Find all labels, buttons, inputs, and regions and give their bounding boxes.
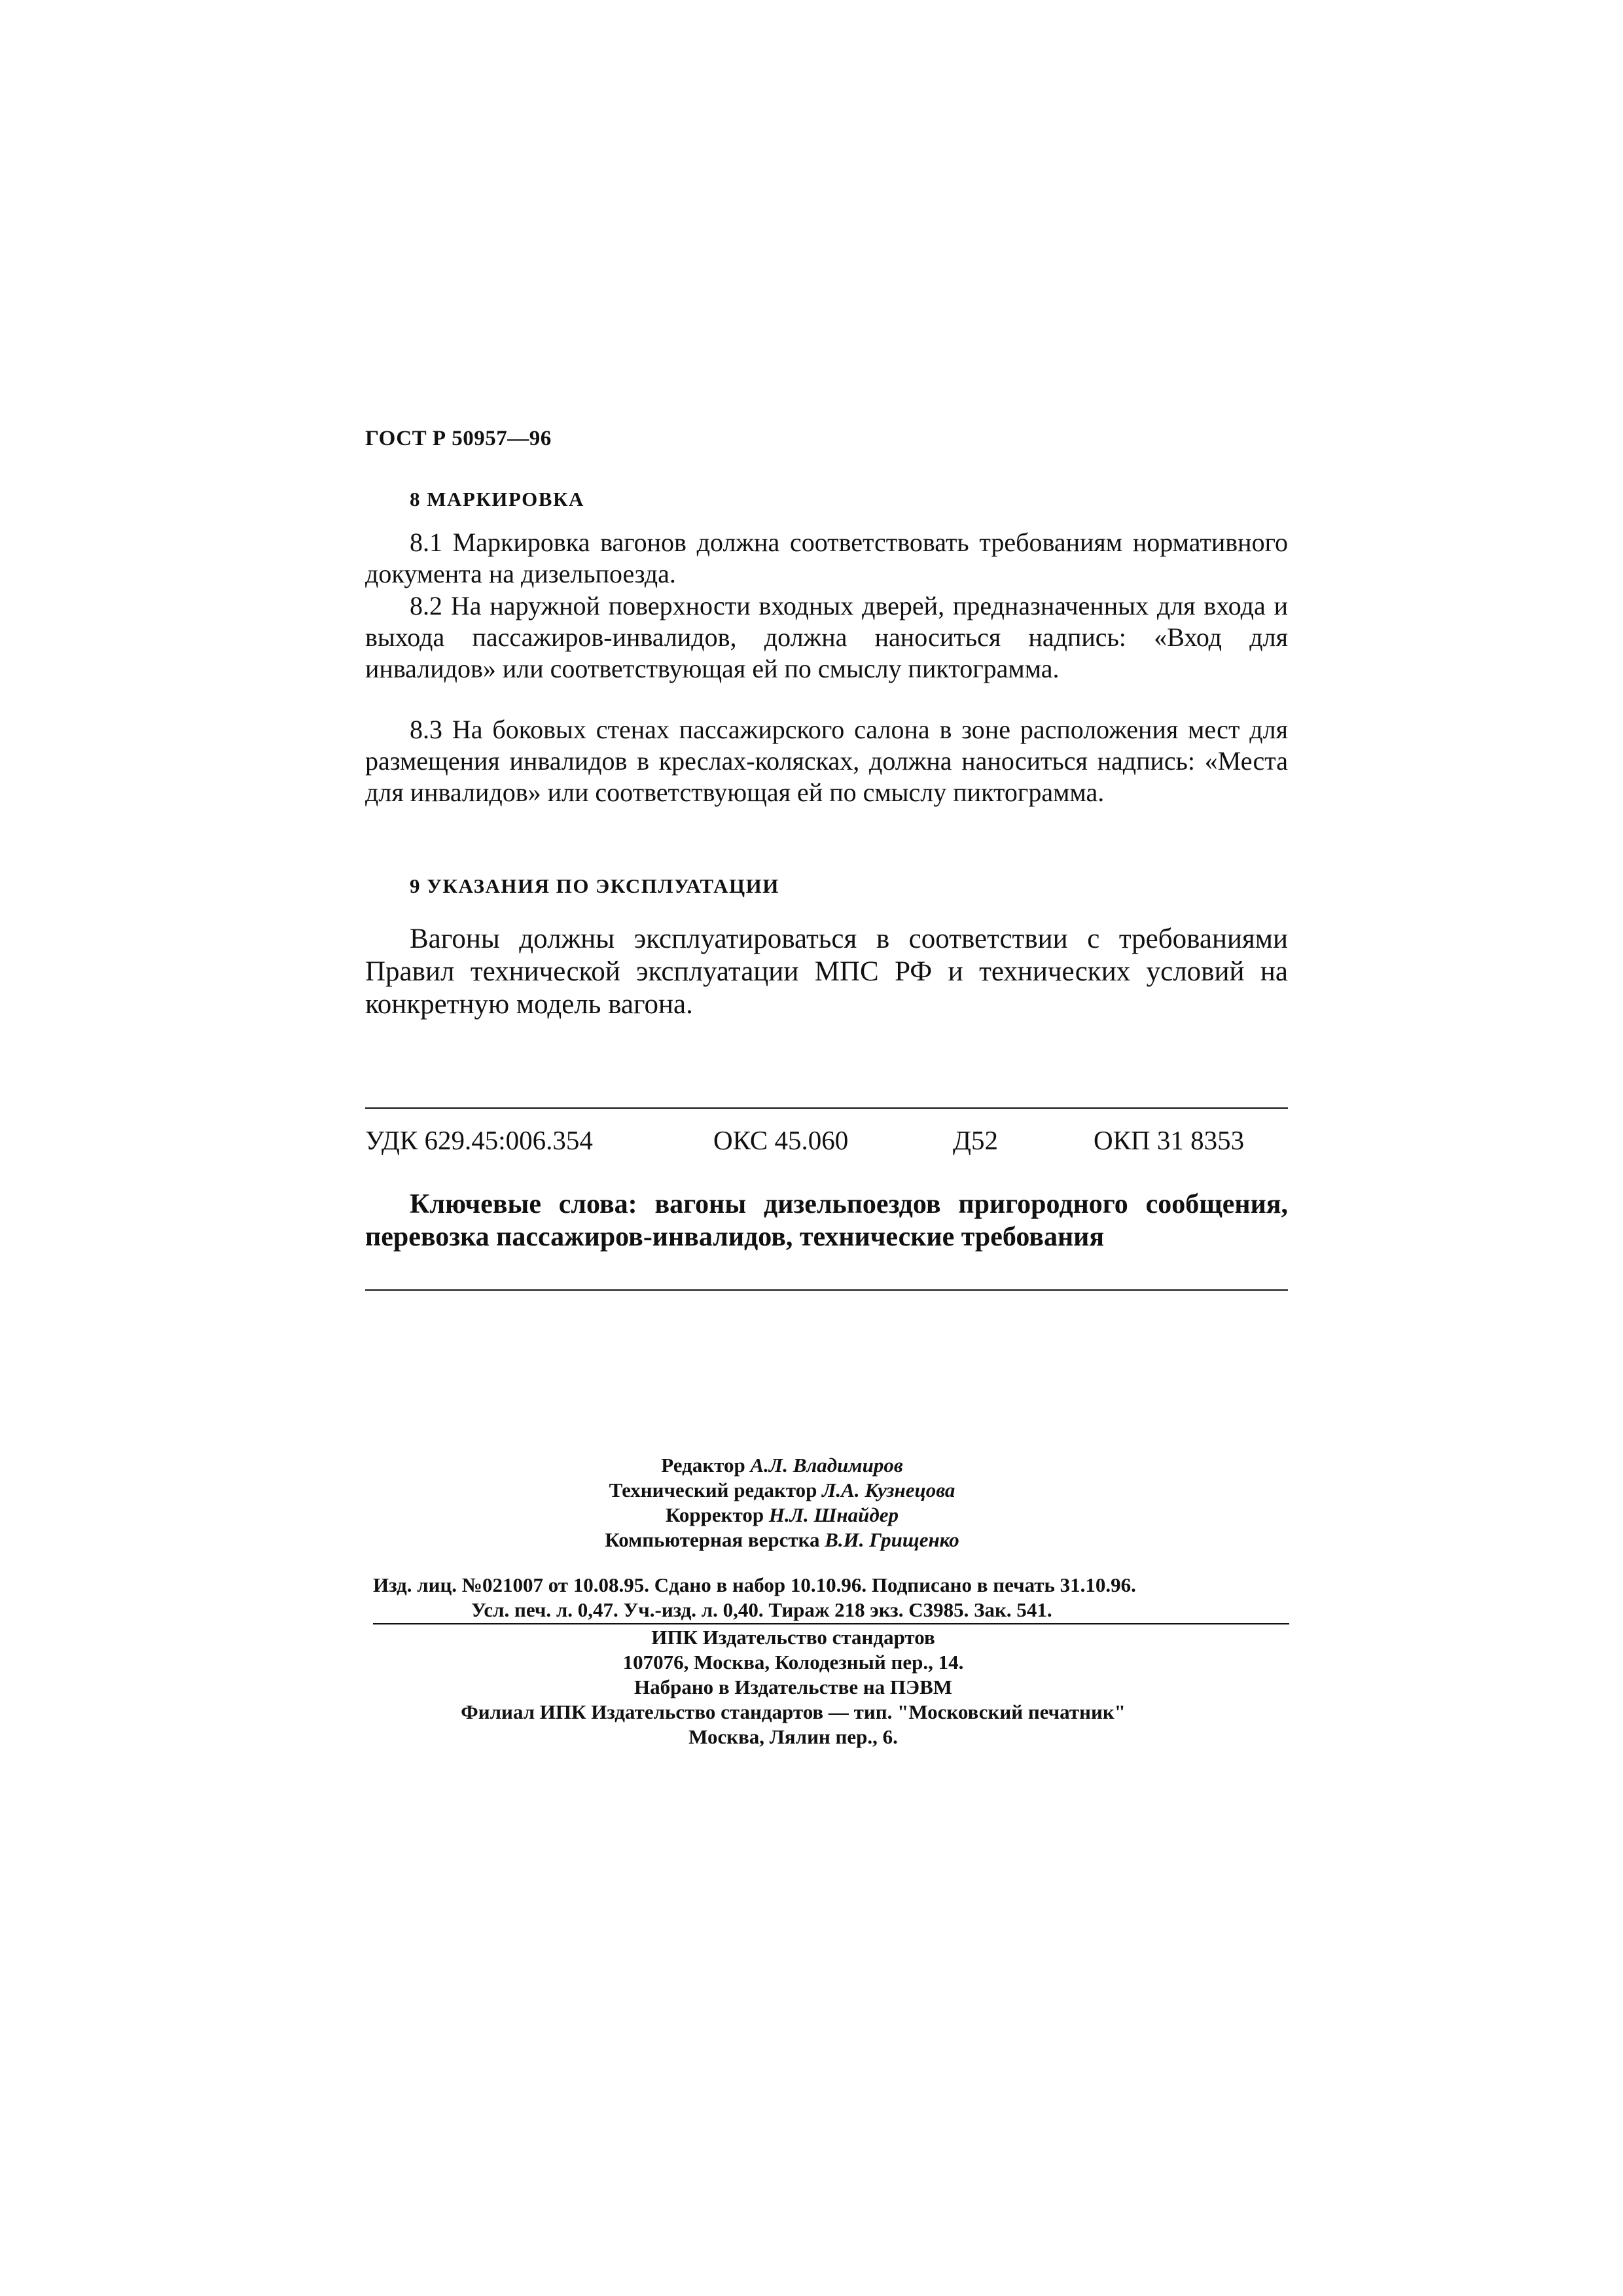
paragraph-8-1: 8.1 Маркировка вагонов должна соответствовать требованиям нормативного документа на дизельпоезда. <box>365 528 1288 588</box>
publication-line-2: Усл. печ. л. 0,47. Уч.-изд. л. 0,40. Тираж 218 экз. С3985. Зак. 541. <box>471 1598 1052 1621</box>
publisher-line-3: Набрано в Издательстве на ПЭВМ <box>633 1676 953 1698</box>
oks-code: ОКС 45.060 <box>713 1125 849 1155</box>
editor-name: А.Л. Владимиров <box>750 1454 903 1477</box>
publication-info <box>373 1573 1289 1623</box>
publisher-line-5: Москва, Лялин пер., 6. <box>688 1725 898 1748</box>
udk-code: УДК 629.45:006.354 <box>365 1125 593 1155</box>
section-9-text: Вагоны должны эксплуатироваться в соответствии с требованиями Правил технической эксплуатации МПС РФ и технических условий на конкретную модель вагона. <box>365 924 1288 1020</box>
tech-editor-line <box>0 1478 1594 1503</box>
tech-editor-name: Л.А. Кузнецова <box>822 1479 955 1501</box>
document-code: ГОСТ Р 50957—96 <box>365 427 552 450</box>
layout-label: Компьютерная верстка <box>605 1528 820 1551</box>
divider-top <box>365 1107 1288 1109</box>
section-8-heading: 8 МАРКИРОВКА <box>410 488 584 511</box>
keywords: Ключевые слова: вагоны дизельпоездов пригородного сообщения, перевозка пассажиров-инвалидов, технические требования <box>365 1189 1288 1252</box>
paragraph-8-3: 8.3 На боковых стенах пассажирского салона в зоне расположения мест для размещения инвалидов в креслах-колясках, должна наноситься надпись: «Места для инвалидов» или соответствующая ей по смыслу пиктограмма. <box>365 715 1288 807</box>
credits <box>0 1453 1594 1552</box>
editor-line <box>0 1453 1594 1478</box>
section-9-heading: 9 УКАЗАНИЯ ПО ЭКСПЛУАТАЦИИ <box>410 874 779 897</box>
publisher-line-1: ИПК Издательство стандартов <box>651 1626 935 1649</box>
publisher-line-4: Филиал ИПК Издательство стандартов — тип. "Московский печатник" <box>461 1700 1126 1723</box>
group-code: Д52 <box>953 1125 998 1155</box>
paragraph-8-2: 8.2 На наружной поверхности входных дверей, предназначенных для входа и выхода пассажиров-инвалидов, должна наноситься надпись: «Вход для инвалидов» или соответствующая ей по смыслу пиктограмма. <box>365 591 1288 683</box>
tech-editor-label: Технический редактор <box>609 1479 817 1501</box>
layout-name: В.И. Грищенко <box>825 1528 959 1551</box>
publication-divider <box>373 1623 1289 1624</box>
editor-label: Редактор <box>661 1454 745 1477</box>
corrector-line <box>0 1503 1594 1528</box>
publication-line-1: Изд. лиц. №021007 от 10.08.95. Сдано в набор 10.10.96. Подписано в печать 31.10.96. <box>373 1573 1136 1596</box>
okp-code: ОКП 31 8353 <box>1094 1125 1245 1155</box>
divider-bottom <box>365 1289 1288 1291</box>
layout-line <box>0 1528 1594 1552</box>
classification-codes <box>365 1124 1288 1164</box>
publisher-info <box>0 1625 1605 1749</box>
publisher-line-2: 107076, Москва, Колодезный пер., 14. <box>622 1651 964 1674</box>
corrector-name: Н.Л. Шнайдер <box>768 1503 899 1526</box>
corrector-label: Корректор <box>666 1503 764 1526</box>
